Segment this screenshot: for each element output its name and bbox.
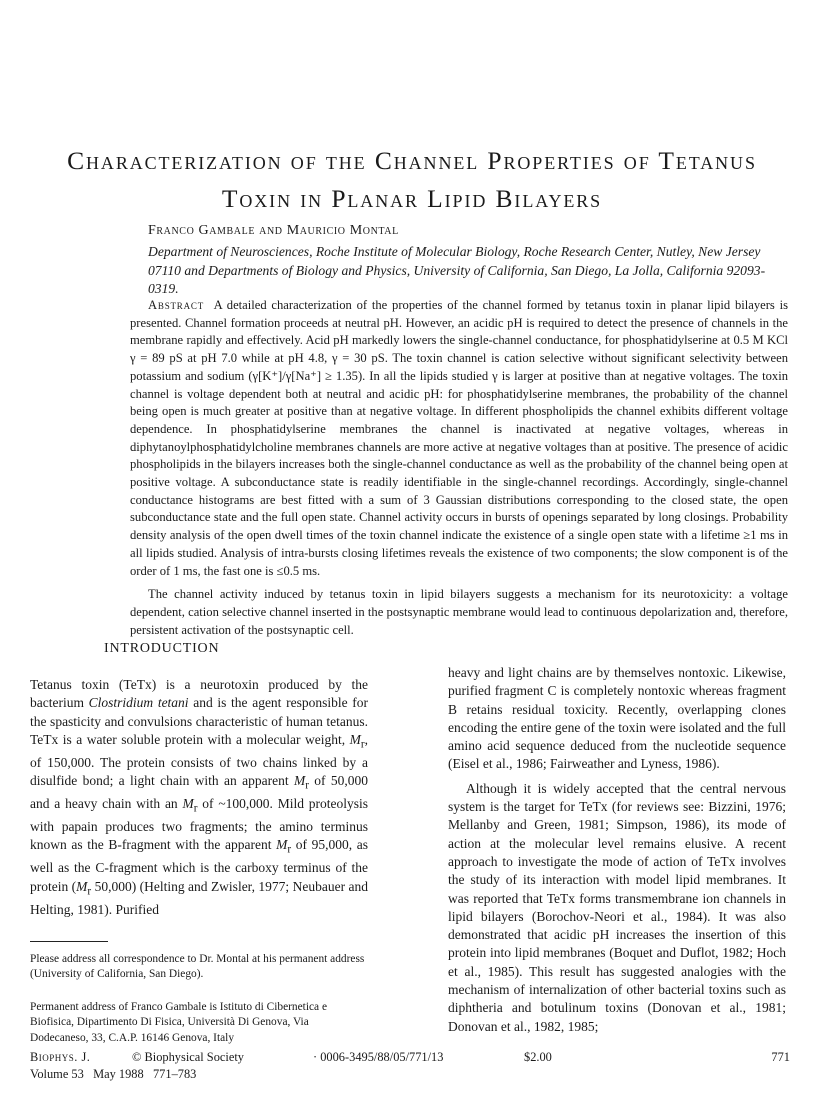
mr-subscript: r	[287, 844, 292, 857]
mr-subscript: r	[305, 779, 309, 792]
intro-paragraph-1	[30, 676, 368, 919]
page-number: 771	[771, 1050, 790, 1064]
intro-text: of 50,000 and a heavy chain with an	[30, 773, 368, 812]
intro-text: , of 150,000. The protein consists of two chains linked by a disulfide bond; a light chain with an apparent	[30, 731, 368, 789]
footnote-rule	[30, 941, 108, 942]
intro-text: and is the agent responsible for the spasticity and convulsions characteristic of human tetanus. TeTx is a water soluble protein with a molecular weight,	[30, 695, 368, 747]
page-footer	[30, 1049, 790, 1083]
column-left	[30, 676, 368, 919]
abstract-label: Abstract	[148, 298, 205, 312]
mr-subscript: r	[87, 885, 92, 898]
abstract-paragraph-2: The channel activity induced by tetanus toxin in lipid bilayers suggests a mechanism for its neurotoxicity: a voltage dependent, cation selective channel inserted in the postsynaptic membrane would lead to continuous depolarization and, therefore, persistent activation of the postsynaptic cell.	[130, 587, 788, 637]
intro-text: of 95,000, as well as the C-fragment which is the carboxy terminus of the protein (	[30, 837, 368, 894]
mr-symbol: M	[349, 731, 361, 747]
intro-paragraph-2: Although it is widely accepted that the central nervous system is the target for TeTx (for reviews see: Bizzini, 1976; Mellanby and Green, 1981; Simpson, 1986), its mode of action at the molecular level remains elusive. A recent approach to investigate the mode of action of TeTx involves the study of its interaction with model lipid membranes. It was reported that TeTx forms transmembrane ion channels in lipid bilayers (Borochov-Neori et al., 1984). It was also demonstrated that acidic pH increases the insertion of this protein into lipid membranes (Boquet and Duflot, 1982; Hoch et al., 1985). This result has suggested analogies with the mechanism of internalization of other bacterial toxins such as diphtheria and botulinum toxins (Donovan et al., 1981; Donovan et al., 1982, 1985;	[448, 780, 786, 1034]
copyright-society: © Biophysical Society	[132, 1050, 244, 1064]
article-title: Characterization of the Channel Properties of Tetanus Toxin in Planar Lipid Bilayers	[67, 146, 757, 213]
mr-symbol: M	[76, 878, 88, 894]
affiliation: Department of Neurosciences, Roche Institute of Molecular Biology, Roche Research Center, Nutley, New Jersey 07110 and Departments of Biology and Physics, University of California, San Diego, La Jolla, California 92093-0319.	[148, 244, 766, 296]
intro-text: of ~100,000. Mild proteolysis with papain produces two fragments; the amino terminus known as the B-fragment with the apparent	[30, 796, 368, 853]
intro-paragraph-continued: heavy and light chains are by themselves nontoxic. Likewise, purified fragment C is completely nontoxic whereas fragment B retains residual toxicity. Recently, overlapping clones encoding the entire gene of the toxin were isolated and the full amino acid sequence deduced from the nucleotide sequence (Eisel et al., 1986; Fairweather and Lyness, 1986).	[448, 665, 786, 772]
mr-symbol: M	[182, 796, 194, 812]
abstract	[130, 297, 788, 639]
footnote-permanent-address: Permanent address of Franco Gambale is Istituto di Cibernetica e Biofisica, Dipartimento Di Fisica, Università Di Genova, Via Dodecaneso, 33, C.A.P. 16146 Genova, Italy	[30, 1001, 328, 1044]
price: $2.00	[524, 1050, 552, 1064]
volume-info: Volume 53 May 1988 771–783	[30, 1067, 197, 1081]
mr-symbol: M	[276, 837, 288, 853]
intro-text: 50,000) (Helting and Zwisler, 1977; Neubauer and Helting, 1981). Purified	[30, 878, 368, 917]
mr-symbol: M	[293, 773, 306, 789]
issn-code: · 0006-3495/88/05/771/13	[313, 1050, 444, 1064]
footnote-correspondence: Please address all correspondence to Dr. Montal at his permanent address (University of California, San Diego).	[30, 953, 365, 981]
abstract-text-1: A detailed characterization of the properties of the channel formed by tetanus toxin in planar lipid bilayers is presented. Channel formation proceeds at neutral pH. However, an acidic pH is required to detect the presence of channels in the membrane rapidly and effectively. Acid pH markedly lowers the single-channel conductance, for phosphatidylserine at 0.5 M KCl γ = 89 pS at pH 7.0 while at pH 4.8, γ = 30 pS. The toxin channel is cation selective without significant selectivity between potassium and sodium (γ[K⁺]/γ[Na⁺] ≥ 1.35). In all the lipids studied γ is larger at positive than at negative voltages. The toxin channel is voltage dependent both at neutral and acidic pH: for phosphatidylserine membranes, the probability of the channel being open is much greater at positive than at negative voltage. In different phospholipids the channel exhibits different voltage dependence. In phosphatidylserine membranes the channel is inactivated at negative voltages, whereas in diphytanoylphosphatidylcholine membranes channels are more active at negative voltages than at positive. The presence of acidic phospholipids in the bilayers increases both the single-channel conductance as well as the probability of the channel being open at positive voltage. A subconductance state is readily identifiable in the single-channel recordings. Accordingly, single-channel conductance histograms are best fitted with a sum of 3 Gaussian distributions corresponding to the closed state, the open subconductance state and the full open state. Channel activity occurs in bursts of openings separated by long closings. Probability density analysis of the open dwell times of the toxin channel indicate the existence of a single open state with a lifetime ≥1 ms in all lipids studied. Analysis of intra-bursts closing lifetimes reveals the existence of two components; the slow component is of the order of 1 ms, the fast one is ≤0.5 ms.	[130, 298, 789, 578]
intro-text: Tetanus toxin (TeTx) is a neurotoxin produced by the bacterium	[30, 677, 368, 711]
authors: Franco Gambale and Mauricio Montal	[148, 223, 399, 238]
column-right	[448, 664, 786, 1036]
organism-name: Clostridium tetani	[88, 695, 189, 711]
section-heading-introduction: INTRODUCTION	[104, 641, 220, 656]
mr-subscript: r	[360, 738, 365, 751]
abstract-paragraph-1	[130, 297, 788, 580]
journal-name: Biophys. J.	[30, 1050, 91, 1064]
mr-subscript: r	[193, 802, 198, 815]
